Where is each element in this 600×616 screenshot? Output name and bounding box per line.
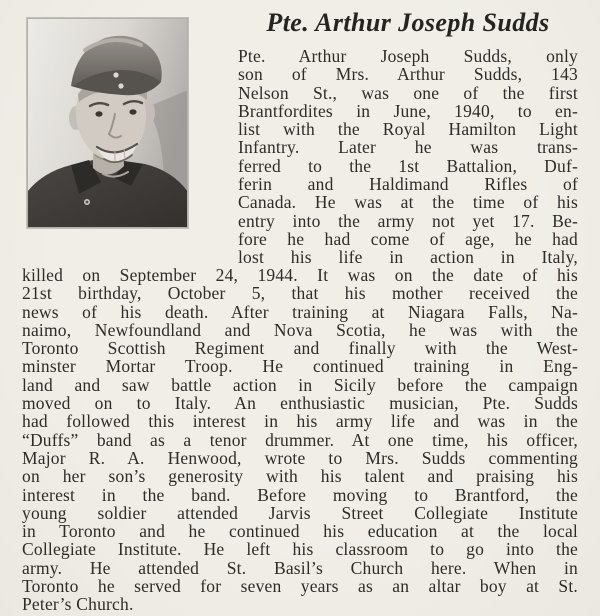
- text-line: fore he had come of age, he had: [238, 228, 578, 249]
- text-line: Pte. Arthur Joseph Sudds, only: [238, 46, 578, 66]
- text-line: Collegiate Institute. He left his classroom to go into the: [22, 539, 578, 560]
- text-line: Toronto he served for seven years as an altar boy at St.: [22, 576, 578, 597]
- text-line: “Duffs” band as a tenor drummer. At one time, his officer,: [22, 429, 578, 450]
- text-line: ferred to the 1st Battalion, Duf-: [238, 155, 578, 176]
- text-line: entry into the army not yet 17. Be-: [238, 210, 578, 231]
- text-line: Nelson St., was one of the first: [238, 82, 578, 103]
- text-line: Brantfordites in June, 1940, to en-: [238, 100, 578, 121]
- text-line: young soldier attended Jarvis Street Collegiate Institute: [22, 502, 578, 523]
- text-line: in Toronto and he continued his education at the local: [22, 521, 578, 542]
- text-line: Peter’s Church.: [22, 594, 134, 615]
- text-line: Major R. A. Henwood, wrote to Mrs. Sudds commenting: [22, 447, 578, 468]
- text-line: news of his death. After training at Niagara Falls, Na-: [22, 301, 578, 322]
- text-line: on her son’s generosity with his talent and praising his: [22, 466, 578, 487]
- text-line: son of Mrs. Arthur Sudds, 143: [238, 64, 578, 85]
- text-line: ferin and Haldimand Rifles of: [238, 174, 578, 195]
- text-line: 21st birthday, October 5, that his mother received the: [22, 283, 578, 304]
- text-line: killed on September 24, 1944. It was on the date of his: [22, 265, 578, 285]
- text-line: land and saw battle action in Sicily before the campaign: [22, 374, 578, 395]
- text-line: moved on to Italy. An enthusiastic musician, Pte. Sudds: [22, 393, 578, 414]
- text-line: naimo, Newfoundland and Nova Scotia, he was with the: [22, 319, 578, 340]
- text-line: interest in the band. Before moving to Brantford, the: [22, 484, 578, 505]
- text-line: Toronto Scottish Regiment and finally with the West-: [22, 338, 578, 359]
- article-body-full-column: [22, 266, 578, 614]
- portrait-photo: [27, 18, 188, 228]
- portrait-photo-image: [27, 18, 188, 228]
- text-line: Canada. He was at the time of his: [238, 192, 578, 213]
- text-line: list with the Royal Hamilton Light: [238, 119, 578, 140]
- text-line: minster Mortar Troop. He continued training in Eng-: [22, 356, 578, 377]
- text-line: Infantry. Later he was trans-: [238, 137, 578, 158]
- article-title: Pte. Arthur Joseph Sudds: [266, 8, 550, 37]
- text-line: army. He attended St. Basil’s Church here. When in: [22, 557, 578, 578]
- text-line: lost his life in action in Italy,: [238, 247, 578, 268]
- text-line: had followed this interest in his army life and was in the: [22, 411, 578, 432]
- article-body-wrapped-column: [238, 47, 578, 267]
